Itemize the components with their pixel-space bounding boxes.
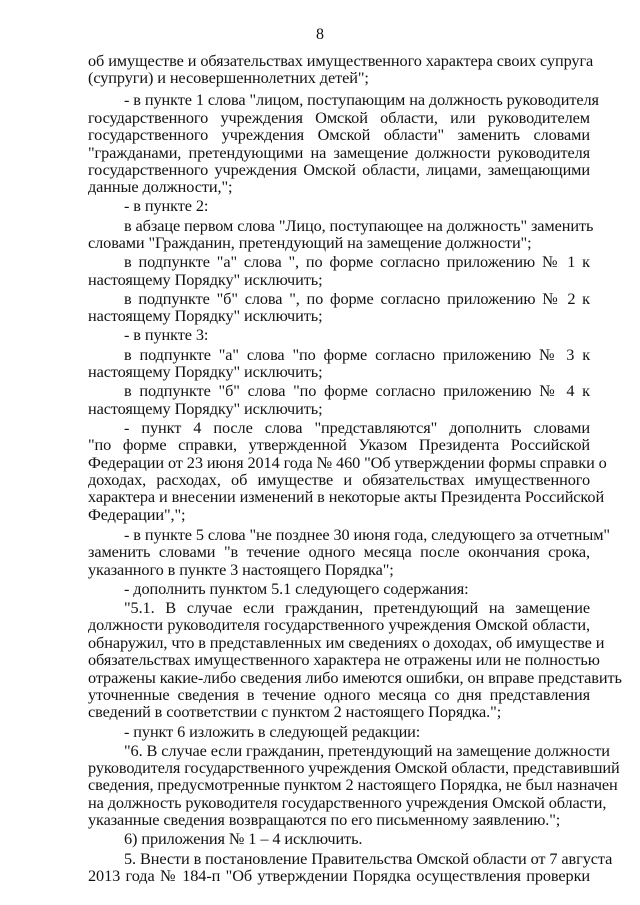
text-line: 6) приложения № 1 – 4 исключить. <box>124 829 363 849</box>
text-line: - в пункте 5 слова "не позднее 30 июня года, следующего за отчетным" <box>124 524 610 544</box>
text-line: - в пункте 1 слова "лицом, поступающим на должность руководителя <box>124 90 599 110</box>
text-line: настоящему Порядку" исключить; <box>88 362 323 381</box>
text-line: - дополнить пунктом 5.1 следующего содержания: <box>124 578 469 598</box>
text-line: заменить словами "в течение одного месяца после окончания срока, <box>88 542 590 562</box>
text-line: руководителя государственного учреждения Омской области, представивший <box>88 758 620 778</box>
text-line: словами "Гражданин, претендующий на замещение должности"; <box>88 233 532 252</box>
page-number: 8 <box>316 26 324 43</box>
text-line: в подпункте "б" слова ", по форме согласно приложению № 2 к <box>124 288 590 308</box>
text-line: Федерации от 23 июня 2014 года № 460 "Об утверждении формы справки о <box>88 452 607 472</box>
text-line: в подпункте "б" слова "по форме согласно приложению № 4 к <box>124 381 590 401</box>
text-line: - в пункте 3: <box>124 325 209 345</box>
text-line: должности руководителя государственного учреждения Омской области, <box>88 615 590 635</box>
text-line: "по форме справки, утвержденной Указом Президента Российской <box>88 435 590 455</box>
text-line: государственного учреждения Омской области, или руководителем <box>88 107 590 127</box>
text-line: характера и внесении изменений в некоторые акты Президента Российской <box>88 487 605 507</box>
text-line: сведения, предусмотренные пунктом 2 настоящего Порядка, не был назначен <box>88 775 618 795</box>
text-line: - в пункте 2: <box>124 196 209 216</box>
text-line: настоящему Порядку" исключить; <box>88 398 323 418</box>
text-line: в подпункте "а" слова "по форме согласно приложению № 3 к <box>124 344 590 364</box>
text-line: (супруги) и несовершеннолетних детей"; <box>88 68 369 88</box>
text-line: в абзаце первом слова "Лицо, поступающее на должность" заменить <box>124 215 594 235</box>
text-line: указанного в пункте 3 настоящего Порядка"; <box>88 559 394 579</box>
text-line: обязательствах имущественного характера не отражены или не полностью <box>88 650 600 670</box>
text-line: Федерации","; <box>88 504 186 524</box>
text-line: - пункт 6 изложить в следующей редакции: <box>124 721 421 741</box>
text-line: сведений в соответствии с пунктом 2 настоящего Порядка."; <box>88 702 502 722</box>
text-line: обнаружил, что в представленных им сведениях о доходах, об имуществе и <box>88 632 605 652</box>
text-line: на должность руководителя государственного учреждения Омской области, <box>88 792 607 812</box>
text-line: данные должности,"; <box>88 177 233 197</box>
text-line: доходах, расходах, об имуществе и обязательствах имущественного <box>88 469 590 489</box>
text-line: - пункт 4 после слова "представляются" дополнить словами <box>124 417 590 437</box>
text-line: отражены какие-либо сведения либо имеются ошибки, он вправе представить <box>88 667 622 687</box>
text-line: настоящему Порядку" исключить; <box>88 269 323 289</box>
text-line: "5.1. В случае если гражданин, претендующий на замещение <box>124 598 590 617</box>
text-line: уточненные сведения в течение одного месяца со дня представления <box>88 684 590 704</box>
text-line: "гражданами, претендующими на замещение должности руководителя <box>88 142 590 162</box>
text-line: указанные сведения возвращаются по его письменному заявлению."; <box>88 810 561 830</box>
text-line: государственного учреждения Омской области, лицами, замещающими <box>88 159 590 179</box>
text-line: государственного учреждения Омской области" заменить словами <box>88 125 590 145</box>
text-line: в подпункте "а" слова ", по форме согласно приложению № 1 к <box>124 252 590 272</box>
text-line: об имуществе и обязательствах имущественного характера своих супруга <box>88 51 594 70</box>
text-line: 5. Внести в постановление Правительства Омской области от 7 августа <box>124 848 613 868</box>
text-line: 2013 года № 184-п "Об утверждении Порядка осуществления проверки <box>88 866 590 885</box>
text-line: настоящему Порядку" исключить; <box>88 306 323 326</box>
text-line: "6. В случае если гражданин, претендующий на замещение должности <box>124 740 610 760</box>
